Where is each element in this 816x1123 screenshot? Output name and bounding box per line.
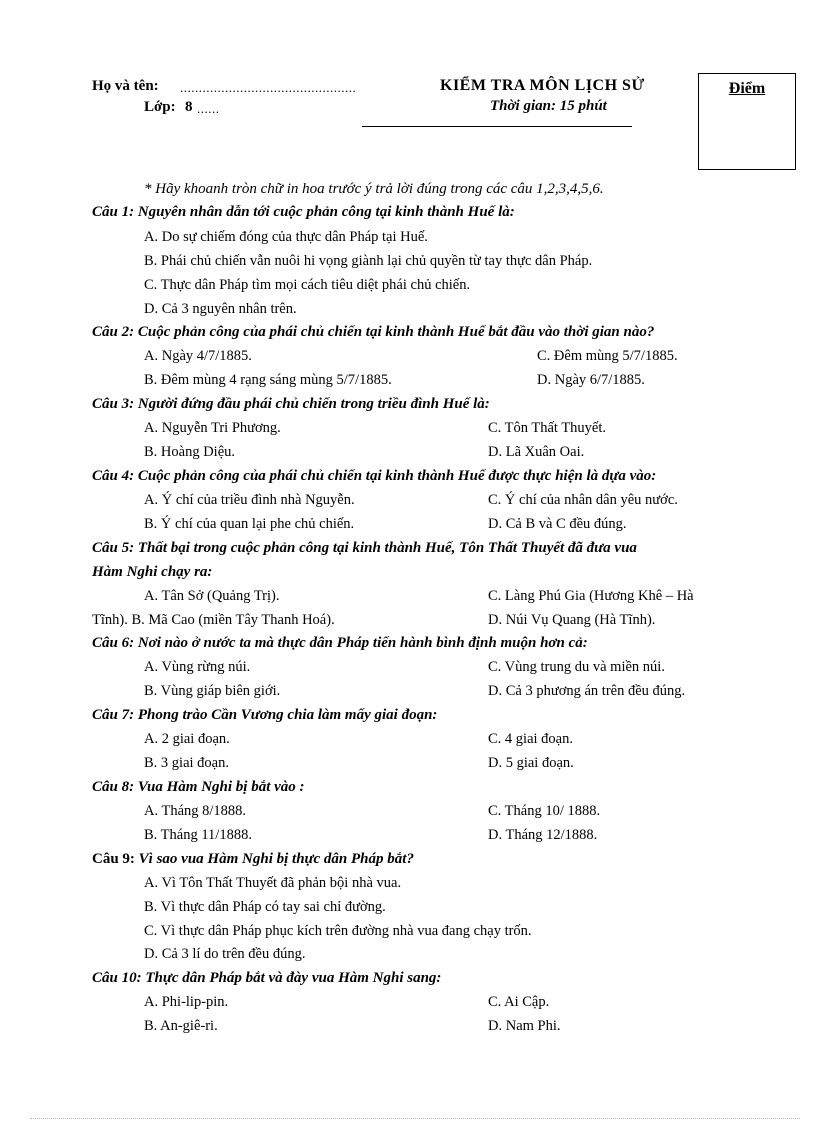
q1-option-a[interactable]: A. Do sự chiếm đóng của thực dân Pháp tại Huế. — [144, 229, 428, 245]
q1-option-b[interactable]: B. Phái chủ chiến vẫn nuôi hi vọng giành lại chủ quyền từ tay thực dân Pháp. — [144, 253, 593, 269]
q10-option-d[interactable]: D. Nam Phi. — [488, 1018, 561, 1034]
q6-option-a[interactable]: A. Vùng rừng núi. — [144, 659, 251, 675]
score-box[interactable] — [698, 73, 796, 170]
q7-option-a[interactable]: A. 2 giai đoạn. — [144, 731, 230, 747]
page-bottom-rule — [30, 1118, 800, 1119]
q8-option-b[interactable]: B. Tháng 11/1888. — [144, 827, 252, 843]
q8-option-c[interactable]: C. Tháng 10/ 1888. — [488, 803, 601, 819]
q8-option-a[interactable]: A. Tháng 8/1888. — [144, 803, 247, 819]
q9-option-d[interactable]: D. Cả 3 lí do trên đều đúng. — [144, 946, 306, 962]
question-5: Câu 5: Thất bại trong cuộc phản công tại kinh thành Huế, Tôn Thất Thuyết đã đưa vua — [92, 540, 637, 556]
q5-option-d[interactable]: D. Núi Vụ Quang (Hà Tĩnh). — [488, 612, 656, 628]
question-9-number: Câu 9: — [92, 851, 135, 867]
q6-option-c[interactable]: C. Vùng trung du và miền núi. — [488, 659, 665, 675]
q2-option-d[interactable]: D. Ngày 6/7/1885. — [537, 372, 645, 388]
question-8: Câu 8: Vua Hàm Nghi bị bắt vào : — [92, 779, 305, 795]
q2-option-b[interactable]: B. Đêm mùng 4 rạng sáng mùng 5/7/1885. — [144, 372, 392, 388]
q4-option-a[interactable]: A. Ý chí của triều đình nhà Nguyễn. — [144, 492, 355, 508]
instruction: * Hãy khoanh tròn chữ in hoa trước ý trả lời đúng trong các câu 1,2,3,4,5,6. — [144, 181, 604, 197]
class-label: Lớp: — [144, 99, 176, 115]
q2-option-c[interactable]: C. Đêm mùng 5/7/1885. — [537, 348, 678, 364]
page-title: KIỂM TRA MÔN LỊCH SỬ — [440, 77, 645, 94]
q5-option-c[interactable]: C. Làng Phú Gia (Hương Khê – Hà — [488, 588, 694, 604]
q3-option-b[interactable]: B. Hoàng Diệu. — [144, 444, 236, 460]
q9-option-b[interactable]: B. Vì thực dân Pháp có tay sai chỉ đường. — [144, 899, 386, 915]
q9-option-a[interactable]: A. Vì Tôn Thất Thuyết đã phản bội nhà vua. — [144, 875, 402, 891]
q10-option-c[interactable]: C. Ai Cập. — [488, 994, 550, 1010]
question-7: Câu 7: Phong trào Cần Vương chia làm mấy giai đoạn: — [92, 707, 438, 723]
q7-option-d[interactable]: D. 5 giai đoạn. — [488, 755, 574, 771]
q3-option-c[interactable]: C. Tôn Thất Thuyết. — [488, 420, 607, 436]
question-10: Câu 10: Thực dân Pháp bắt và đày vua Hàm Nghi sang: — [92, 970, 442, 986]
q1-option-c[interactable]: C. Thực dân Pháp tìm mọi cách tiêu diệt phái chủ chiến. — [144, 277, 471, 293]
score-label: Điểm — [728, 80, 766, 97]
q5-option-a[interactable]: A. Tân Sở (Quảng Trị). — [144, 588, 280, 604]
class-field[interactable]: ...... — [197, 101, 220, 116]
q6-option-d[interactable]: D. Cả 3 phương án trên đều đúng. — [488, 683, 686, 699]
q2-option-a[interactable]: A. Ngày 4/7/1885. — [144, 348, 252, 364]
q10-option-b[interactable]: B. An-giê-ri. — [144, 1018, 218, 1034]
question-9-text: Vì sao vua Hàm Nghi bị thực dân Pháp bắt? — [138, 851, 414, 867]
title-rule — [362, 126, 632, 127]
q9-option-c[interactable]: C. Vì thực dân Pháp phục kích trên đường nhà vua đang chạy trốn. — [144, 923, 532, 939]
q5-option-b[interactable]: Tĩnh). B. Mã Cao (miền Tây Thanh Hoá). — [92, 612, 335, 628]
class-value: 8 — [185, 99, 193, 115]
question-4: Câu 4: Cuộc phản công của phái chủ chiến tại kinh thành Huế được thực hiện là dựa vào: — [92, 468, 657, 484]
question-6: Câu 6: Nơi nào ở nước ta mà thực dân Pháp tiến hành bình định muộn hơn cả: — [92, 635, 588, 651]
q8-option-d[interactable]: D. Tháng 12/1888. — [488, 827, 598, 843]
exam-time: Thời gian: 15 phút — [490, 98, 607, 114]
q4-option-c[interactable]: C. Ý chí của nhân dân yêu nước. — [488, 492, 678, 508]
question-9 — [92, 851, 414, 868]
question-3: Câu 3: Người đứng đầu phái chủ chiến trong triều đình Huế là: — [92, 396, 490, 412]
q1-option-d[interactable]: D. Cả 3 nguyên nhân trên. — [144, 301, 297, 317]
name-label: Họ và tên: — [92, 78, 159, 94]
question-1: Câu 1: Nguyên nhân dẫn tới cuộc phản công tại kinh thành Huế là: — [92, 204, 515, 220]
q3-option-a[interactable]: A. Nguyễn Tri Phương. — [144, 420, 281, 436]
q3-option-d[interactable]: D. Lã Xuân Oai. — [488, 444, 585, 460]
q6-option-b[interactable]: B. Vùng giáp biên giới. — [144, 683, 281, 699]
q7-option-b[interactable]: B. 3 giai đoạn. — [144, 755, 229, 771]
q10-option-a[interactable]: A. Phi-lip-pin. — [144, 994, 229, 1010]
q7-option-c[interactable]: C. 4 giai đoạn. — [488, 731, 573, 747]
question-5-cont: Hàm Nghi chạy ra: — [92, 564, 213, 580]
q4-option-b[interactable]: B. Ý chí của quan lại phe chủ chiến. — [144, 516, 355, 532]
name-field[interactable]: ............................................... — [180, 80, 357, 95]
question-2: Câu 2: Cuộc phản công của phái chủ chiến tại kinh thành Huế bắt đầu vào thời gian nào? — [92, 324, 655, 340]
q4-option-d[interactable]: D. Cả B và C đều đúng. — [488, 516, 627, 532]
